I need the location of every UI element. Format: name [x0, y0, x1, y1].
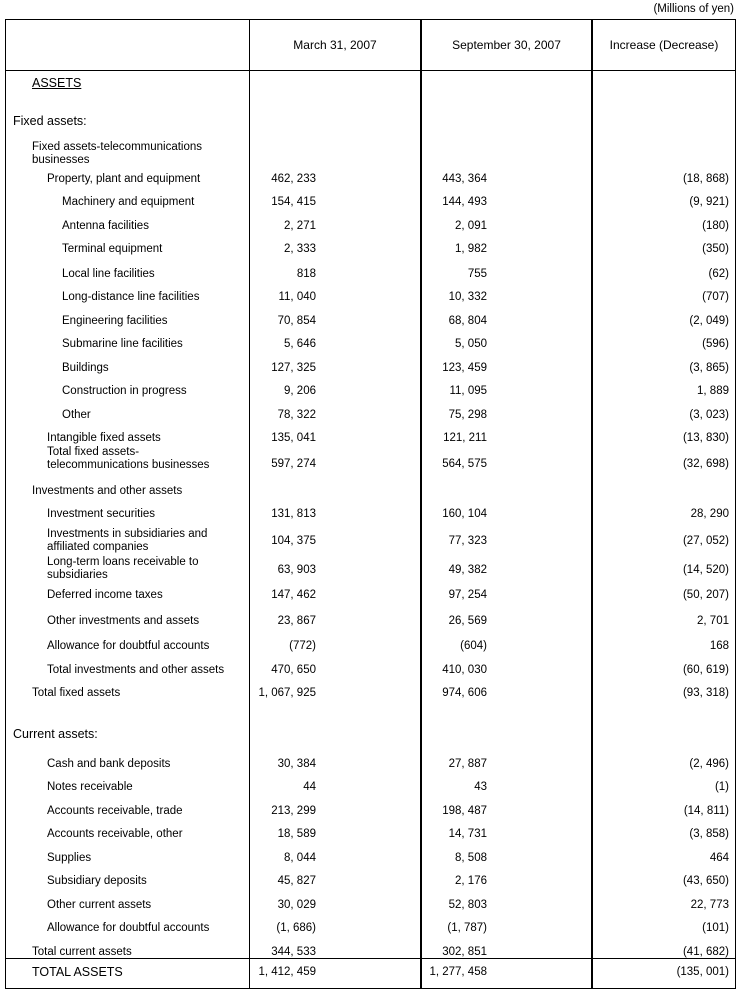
- row-label: [47, 899, 151, 912]
- value-change: 1, 889: [697, 385, 729, 397]
- value-change: (101): [702, 922, 729, 934]
- row-label-line: Total fixed assets: [32, 687, 121, 699]
- row-label-line: Total current assets: [32, 946, 132, 958]
- value-change: (707): [702, 291, 729, 303]
- value-change: (62): [708, 268, 729, 280]
- column-divider-bold: [591, 19, 593, 989]
- row-label: [47, 446, 209, 472]
- row-label: [62, 315, 167, 328]
- row-label: [62, 409, 91, 422]
- row-label-line: Allowance for doubtful accounts: [47, 640, 210, 652]
- value-change: (596): [702, 338, 729, 350]
- value-change: (1): [714, 781, 729, 793]
- row-label: [62, 291, 199, 304]
- row-label-line: Other: [62, 409, 91, 421]
- value-march: (772): [289, 640, 316, 652]
- row-label: [47, 528, 207, 554]
- value-march: 2, 333: [284, 243, 316, 255]
- value-september: 410, 030: [442, 664, 487, 676]
- row-label-line: businesses: [32, 154, 90, 166]
- value-march: 135, 041: [271, 432, 316, 444]
- value-september: 14, 731: [448, 828, 487, 840]
- row-label-line: Local line facilities: [62, 268, 155, 280]
- row-label-line: Long-term loans receivable to: [47, 556, 199, 568]
- row-label: [47, 508, 155, 521]
- value-september: 443, 364: [442, 173, 487, 185]
- value-march: 462, 233: [271, 173, 316, 185]
- column-divider: [249, 20, 250, 988]
- value-september: 160, 104: [442, 508, 487, 520]
- value-march: 104, 375: [271, 535, 316, 547]
- column-header-september: September 30, 2007: [452, 38, 561, 52]
- value-change: (13, 830): [682, 432, 729, 444]
- column-divider-bold: [420, 19, 422, 989]
- total-assets-change: (135, 001): [676, 966, 729, 978]
- value-september: (1, 787): [447, 922, 487, 934]
- row-label: [47, 875, 147, 888]
- row-label: [62, 196, 194, 209]
- value-march: 23, 867: [277, 615, 316, 627]
- section-fixed-assets: Fixed assets:: [13, 114, 87, 128]
- header-rule: [6, 70, 735, 71]
- value-september: 10, 332: [448, 291, 487, 303]
- row-label: [62, 362, 109, 375]
- row-label: [47, 828, 183, 841]
- row-label-line: Other investments and assets: [47, 615, 200, 627]
- row-label-line: Intangible fixed assets: [47, 432, 161, 444]
- row-label-line: telecommunications businesses: [47, 459, 210, 471]
- value-september: 49, 382: [448, 564, 487, 576]
- value-change: (50, 207): [682, 589, 729, 601]
- column-header-march: March 31, 2007: [293, 38, 377, 52]
- row-label: [32, 485, 182, 498]
- value-march: 44: [303, 781, 316, 793]
- value-change: (60, 619): [682, 664, 729, 676]
- balance-sheet-table: [5, 19, 736, 989]
- value-september: 198, 487: [442, 805, 487, 817]
- value-change: (350): [702, 243, 729, 255]
- row-label-line: Notes receivable: [47, 781, 133, 793]
- row-label-line: Deferred income taxes: [47, 589, 163, 601]
- value-march: 45, 827: [277, 875, 316, 887]
- row-label-line: Engineering facilities: [62, 315, 168, 327]
- value-march: 1, 067, 925: [258, 687, 316, 699]
- row-label: [32, 141, 202, 167]
- value-march: 597, 274: [271, 458, 316, 470]
- value-september: 123, 459: [442, 362, 487, 374]
- value-march: 18, 589: [277, 828, 316, 840]
- row-label: [47, 852, 91, 865]
- value-change: 22, 773: [690, 899, 729, 911]
- row-label-line: Property, plant and equipment: [47, 173, 201, 185]
- total-assets-march: 1, 412, 459: [258, 966, 316, 978]
- row-label: [47, 173, 200, 186]
- row-label-line: Subsidiary deposits: [47, 875, 147, 887]
- row-label-line: Investments and other assets: [32, 485, 183, 497]
- row-label: [47, 922, 209, 935]
- value-change: (2, 496): [689, 758, 729, 770]
- value-march: 8, 044: [284, 852, 316, 864]
- value-march: 30, 029: [277, 899, 316, 911]
- value-march: 147, 462: [271, 589, 316, 601]
- value-september: 2, 176: [455, 875, 487, 887]
- row-label: [47, 640, 209, 653]
- row-label: [47, 805, 183, 818]
- row-label: [62, 338, 183, 351]
- value-march: 9, 206: [284, 385, 316, 397]
- value-september: 2, 091: [455, 220, 487, 232]
- row-label-line: Investment securities: [47, 508, 156, 520]
- assets-heading: ASSETS: [32, 76, 82, 90]
- value-march: 2, 271: [284, 220, 316, 232]
- value-change: 168: [709, 640, 729, 652]
- value-change: (27, 052): [682, 535, 729, 547]
- value-september: 11, 095: [449, 385, 487, 397]
- row-label-line: Investments in subsidiaries and: [47, 528, 208, 540]
- total-assets-label: TOTAL ASSETS: [32, 965, 123, 979]
- row-label: [47, 589, 163, 602]
- value-change: (3, 023): [689, 409, 729, 421]
- row-label: [62, 243, 162, 256]
- row-label-line: Total investments and other assets: [47, 664, 225, 676]
- value-change: 464: [709, 852, 729, 864]
- row-label-line: Cash and bank deposits: [47, 758, 171, 770]
- section-current-assets: Current assets:: [13, 727, 98, 741]
- row-label-line: Fixed assets-telecommunications: [32, 141, 203, 153]
- row-label-line: Accounts receivable, other: [47, 828, 183, 840]
- row-label-line: Antenna facilities: [62, 220, 149, 232]
- value-change: (18, 868): [682, 173, 729, 185]
- value-september: 144, 493: [442, 196, 487, 208]
- value-change: 28, 290: [690, 508, 729, 520]
- value-change: (3, 865): [689, 362, 729, 374]
- row-label-line: Buildings: [62, 362, 109, 374]
- value-march: 78, 322: [277, 409, 316, 421]
- row-label: [62, 220, 149, 233]
- value-change: 2, 701: [697, 615, 729, 627]
- value-march: 30, 384: [277, 758, 316, 770]
- value-march: 70, 854: [277, 315, 316, 327]
- value-september: 77, 323: [448, 535, 487, 547]
- value-september: 27, 887: [448, 758, 487, 770]
- value-change: (41, 682): [682, 946, 729, 958]
- value-march: 5, 646: [284, 338, 316, 350]
- row-label-line: Other current assets: [47, 899, 152, 911]
- value-september: 52, 803: [448, 899, 487, 911]
- row-label-line: affiliated companies: [47, 541, 149, 553]
- row-label-line: Accounts receivable, trade: [47, 805, 183, 817]
- row-label: [47, 432, 161, 445]
- row-label: [47, 615, 199, 628]
- value-march: 11, 040: [278, 291, 316, 303]
- row-label-line: Construction in progress: [62, 385, 187, 397]
- value-march: 127, 325: [271, 362, 316, 374]
- row-label-line: Total fixed assets-: [47, 446, 140, 458]
- value-september: (604): [460, 640, 487, 652]
- value-march: 344, 533: [271, 946, 316, 958]
- value-march: 470, 650: [271, 664, 316, 676]
- row-label: [62, 385, 187, 398]
- value-september: 8, 508: [455, 852, 487, 864]
- row-label-line: Supplies: [47, 852, 92, 864]
- value-march: 131, 813: [271, 508, 316, 520]
- value-september: 564, 575: [442, 458, 487, 470]
- value-september: 26, 569: [448, 615, 487, 627]
- row-label: [47, 758, 170, 771]
- value-change: (14, 520): [682, 564, 729, 576]
- units-note: (Millions of yen): [653, 3, 734, 15]
- row-label: [32, 946, 132, 959]
- value-change: (93, 318): [682, 687, 729, 699]
- value-change: (43, 650): [682, 875, 729, 887]
- row-label: [62, 268, 155, 281]
- row-label-line: Allowance for doubtful accounts: [47, 922, 210, 934]
- value-march: (1, 686): [276, 922, 316, 934]
- row-label: [47, 664, 224, 677]
- value-september: 43: [474, 781, 487, 793]
- value-change: (9, 921): [689, 196, 729, 208]
- value-change: (14, 811): [683, 805, 729, 817]
- value-march: 818: [296, 268, 316, 280]
- value-change: (3, 858): [689, 828, 729, 840]
- value-september: 1, 982: [455, 243, 487, 255]
- row-label-line: Submarine line facilities: [62, 338, 183, 350]
- value-march: 213, 299: [271, 805, 316, 817]
- row-label: [47, 556, 199, 582]
- value-september: 121, 211: [443, 432, 487, 444]
- value-change: (180): [702, 220, 729, 232]
- value-september: 755: [467, 268, 487, 280]
- value-september: 75, 298: [448, 409, 487, 421]
- column-header-change: Increase (Decrease): [609, 38, 719, 52]
- value-september: 302, 851: [442, 946, 487, 958]
- row-label-line: Terminal equipment: [62, 243, 163, 255]
- value-change: (32, 698): [682, 458, 729, 470]
- row-label: [32, 687, 120, 700]
- row-label-line: Long-distance line facilities: [62, 291, 200, 303]
- value-september: 974, 606: [442, 687, 487, 699]
- value-september: 5, 050: [455, 338, 487, 350]
- value-september: 97, 254: [448, 589, 487, 601]
- value-march: 154, 415: [271, 196, 316, 208]
- value-march: 63, 903: [277, 564, 316, 576]
- value-change: (2, 049): [689, 315, 729, 327]
- row-label-line: Machinery and equipment: [62, 196, 195, 208]
- row-label: [47, 781, 133, 794]
- value-september: 68, 804: [448, 315, 487, 327]
- total-assets-september: 1, 277, 458: [429, 966, 487, 978]
- row-label-line: subsidiaries: [47, 569, 108, 581]
